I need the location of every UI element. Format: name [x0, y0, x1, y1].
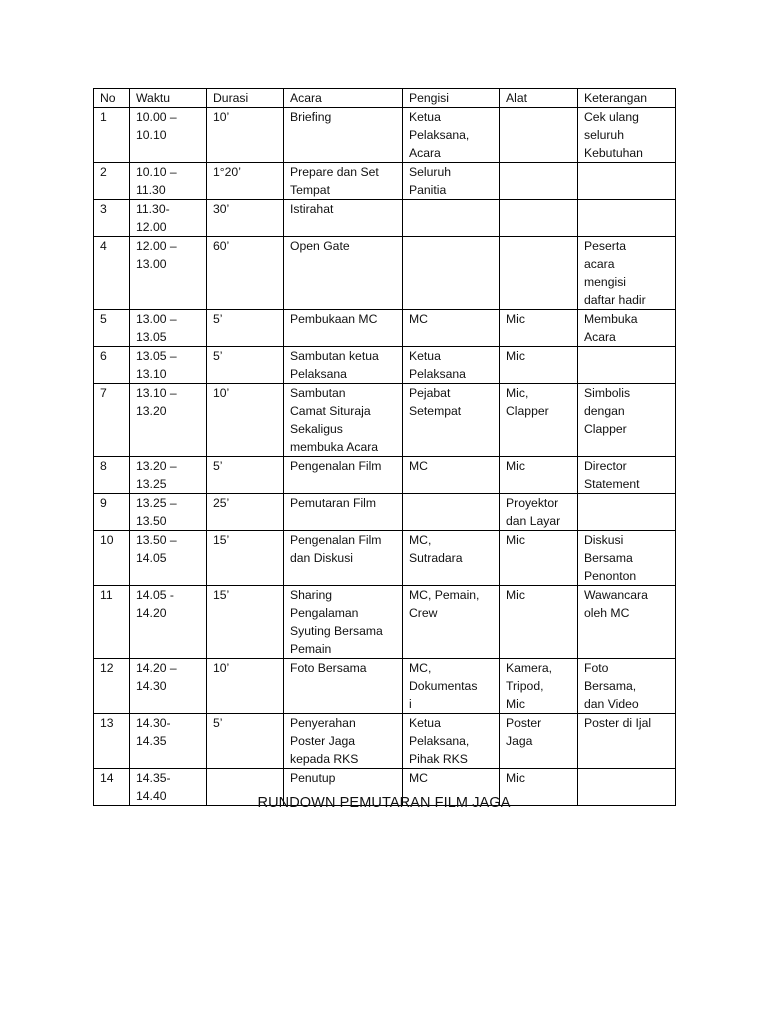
cell-no: 3: [94, 200, 130, 237]
cell-durasi: 1°20’: [207, 163, 284, 200]
cell-waktu: 14.05 - 14.20: [130, 586, 207, 659]
header-waktu: Waktu: [130, 89, 207, 108]
cell-durasi: 5’: [207, 714, 284, 769]
cell-no: 2: [94, 163, 130, 200]
cell-alat: Mic: [500, 586, 578, 659]
cell-waktu: 13.20 – 13.25: [130, 457, 207, 494]
cell-durasi: 25’: [207, 494, 284, 531]
cell-alat: [500, 108, 578, 163]
cell-acara: Open Gate: [284, 237, 403, 310]
cell-waktu: 13.50 – 14.05: [130, 531, 207, 586]
cell-alat: Poster Jaga: [500, 714, 578, 769]
cell-waktu: 11.30- 12.00: [130, 200, 207, 237]
table-row: [94, 531, 676, 586]
cell-alat: Proyektor dan Layar: [500, 494, 578, 531]
cell-no: 14: [94, 769, 130, 806]
cell-no: 8: [94, 457, 130, 494]
cell-acara: Prepare dan Set Tempat: [284, 163, 403, 200]
cell-keterangan: Membuka Acara: [578, 310, 676, 347]
cell-pengisi: Ketua Pelaksana, Pihak RKS: [403, 714, 500, 769]
table-row: [94, 457, 676, 494]
cell-keterangan: [578, 494, 676, 531]
cell-acara: Penyerahan Poster Jaga kepada RKS: [284, 714, 403, 769]
cell-acara: Penutup: [284, 769, 403, 806]
table-row: [94, 200, 676, 237]
cell-keterangan: [578, 163, 676, 200]
cell-acara: Foto Bersama: [284, 659, 403, 714]
header-alat: Alat: [500, 89, 578, 108]
cell-keterangan: Wawancara oleh MC: [578, 586, 676, 659]
cell-acara: Pemutaran Film: [284, 494, 403, 531]
cell-acara: Briefing: [284, 108, 403, 163]
cell-durasi: 15’: [207, 531, 284, 586]
table-row: [94, 108, 676, 163]
cell-waktu: 10.10 – 11.30: [130, 163, 207, 200]
table-row: [94, 163, 676, 200]
cell-no: 1: [94, 108, 130, 163]
cell-no: 9: [94, 494, 130, 531]
table-row: [94, 384, 676, 457]
cell-no: 12: [94, 659, 130, 714]
cell-pengisi: Seluruh Panitia: [403, 163, 500, 200]
cell-waktu: 14.30- 14.35: [130, 714, 207, 769]
cell-keterangan: Cek ulang seluruh Kebutuhan: [578, 108, 676, 163]
cell-acara: Pengenalan Film dan Diskusi: [284, 531, 403, 586]
cell-durasi: 15’: [207, 586, 284, 659]
cell-alat: Kamera, Tripod, Mic: [500, 659, 578, 714]
cell-acara: Pengenalan Film: [284, 457, 403, 494]
cell-alat: [500, 200, 578, 237]
cell-acara: Sambutan Camat Situraja Sekaligus membuka Acara: [284, 384, 403, 457]
table-body: [94, 108, 676, 806]
cell-pengisi: [403, 494, 500, 531]
cell-alat: Mic: [500, 310, 578, 347]
cell-keterangan: Diskusi Bersama Penonton: [578, 531, 676, 586]
table-header-row: [94, 89, 676, 108]
cell-durasi: 10’: [207, 659, 284, 714]
cell-no: 6: [94, 347, 130, 384]
cell-pengisi: MC, Pemain, Crew: [403, 586, 500, 659]
cell-no: 4: [94, 237, 130, 310]
cell-waktu: 13.10 – 13.20: [130, 384, 207, 457]
cell-keterangan: Peserta acara mengisi daftar hadir: [578, 237, 676, 310]
table-row: [94, 347, 676, 384]
cell-no: 7: [94, 384, 130, 457]
cell-durasi: 10’: [207, 108, 284, 163]
cell-keterangan: Foto Bersama, dan Video: [578, 659, 676, 714]
cell-alat: Mic: [500, 457, 578, 494]
cell-no: 5: [94, 310, 130, 347]
cell-acara: Pembukaan MC: [284, 310, 403, 347]
cell-pengisi: Ketua Pelaksana, Acara: [403, 108, 500, 163]
cell-waktu: 10.00 – 10.10: [130, 108, 207, 163]
cell-waktu: 14.20 – 14.30: [130, 659, 207, 714]
cell-durasi: 5’: [207, 310, 284, 347]
cell-alat: Mic: [500, 347, 578, 384]
cell-durasi: 10’: [207, 384, 284, 457]
cell-pengisi: MC: [403, 310, 500, 347]
table-row: [94, 586, 676, 659]
table-row: [94, 494, 676, 531]
document-caption: RUNDOWN PEMUTARAN FILM JAGA: [257, 795, 511, 811]
cell-waktu: 14.35- 14.40: [130, 769, 207, 806]
header-keterangan: Keterangan: [578, 89, 676, 108]
cell-acara: Istirahat: [284, 200, 403, 237]
table-row: [94, 237, 676, 310]
cell-durasi: 5’: [207, 457, 284, 494]
cell-acara: Sambutan ketua Pelaksana: [284, 347, 403, 384]
cell-waktu: 13.05 – 13.10: [130, 347, 207, 384]
cell-alat: Mic, Clapper: [500, 384, 578, 457]
cell-alat: [500, 237, 578, 310]
cell-waktu: 13.00 – 13.05: [130, 310, 207, 347]
cell-pengisi: MC, Sutradara: [403, 531, 500, 586]
header-durasi: Durasi: [207, 89, 284, 108]
cell-keterangan: [578, 347, 676, 384]
cell-alat: Mic: [500, 531, 578, 586]
cell-alat: Mic: [500, 769, 578, 806]
header-acara: Acara: [284, 89, 403, 108]
cell-no: 10: [94, 531, 130, 586]
cell-keterangan: Poster di Ijal: [578, 714, 676, 769]
cell-acara: Sharing Pengalaman Syuting Bersama Pemain: [284, 586, 403, 659]
cell-pengisi: [403, 237, 500, 310]
cell-keterangan: Simbolis dengan Clapper: [578, 384, 676, 457]
table-row: [94, 714, 676, 769]
cell-durasi: 60’: [207, 237, 284, 310]
cell-keterangan: Director Statement: [578, 457, 676, 494]
cell-pengisi: MC: [403, 457, 500, 494]
header-no: No: [94, 89, 130, 108]
cell-durasi: 30’: [207, 200, 284, 237]
cell-alat: [500, 163, 578, 200]
cell-pengisi: Pejabat Setempat: [403, 384, 500, 457]
rundown-table: [93, 88, 676, 806]
cell-durasi: 5’: [207, 347, 284, 384]
cell-pengisi: [403, 200, 500, 237]
table-row: [94, 659, 676, 714]
cell-waktu: 12.00 – 13.00: [130, 237, 207, 310]
cell-pengisi: Ketua Pelaksana: [403, 347, 500, 384]
cell-no: 11: [94, 586, 130, 659]
cell-no: 13: [94, 714, 130, 769]
cell-pengisi: MC: [403, 769, 500, 806]
cell-pengisi: MC, Dokumentas i: [403, 659, 500, 714]
header-pengisi: Pengisi: [403, 89, 500, 108]
table-row: [94, 310, 676, 347]
cell-keterangan: [578, 200, 676, 237]
cell-waktu: 13.25 – 13.50: [130, 494, 207, 531]
